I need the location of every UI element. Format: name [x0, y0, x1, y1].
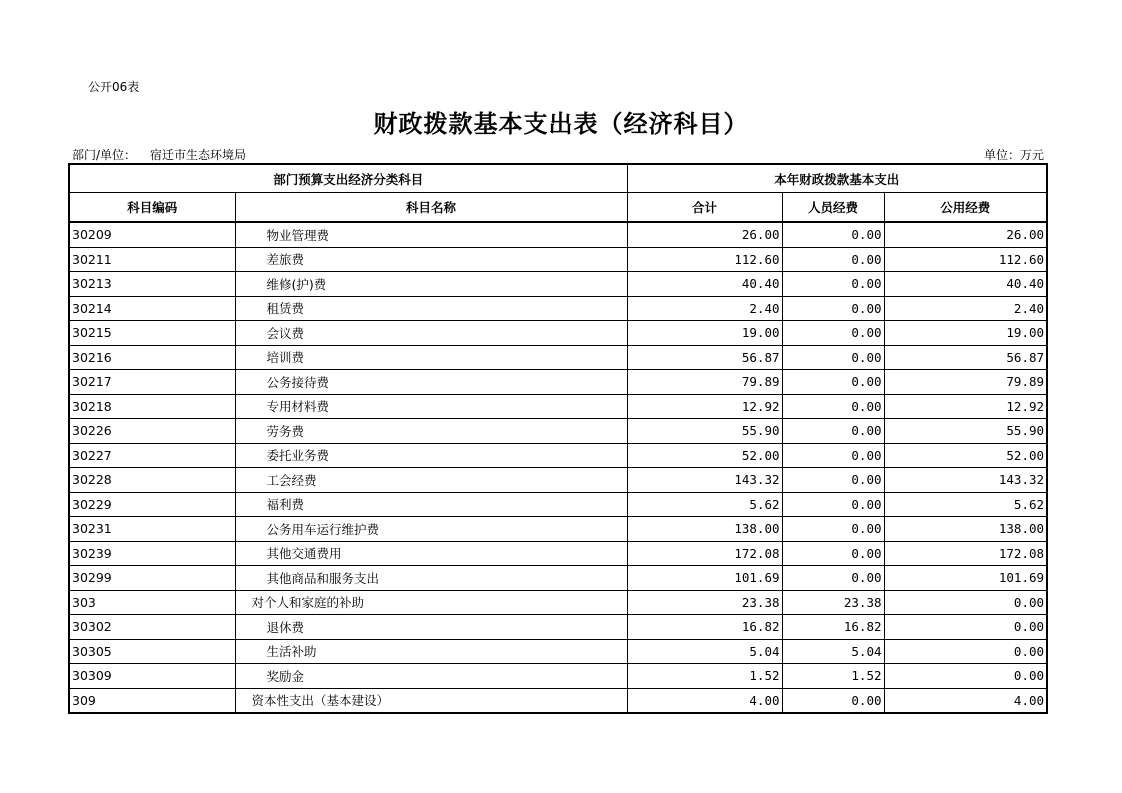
table-row — [69, 615, 1047, 640]
row-name-cell: 退休费 — [235, 615, 627, 640]
row-public-cell: 55.90 — [884, 419, 1047, 444]
row-total-cell: 19.00 — [627, 321, 782, 346]
row-code-cell: 30227 — [69, 443, 235, 468]
row-personnel-cell: 0.00 — [782, 247, 884, 272]
row-personnel-cell: 0.00 — [782, 345, 884, 370]
row-personnel-cell: 0.00 — [782, 541, 884, 566]
row-public-cell: 52.00 — [884, 443, 1047, 468]
table-row — [69, 394, 1047, 419]
row-public-cell: 0.00 — [884, 664, 1047, 689]
table-row — [69, 590, 1047, 615]
row-public-cell: 56.87 — [884, 345, 1047, 370]
table-row — [69, 345, 1047, 370]
row-personnel-cell: 16.82 — [782, 615, 884, 640]
row-personnel-cell: 0.00 — [782, 370, 884, 395]
row-public-cell: 40.40 — [884, 272, 1047, 297]
row-code-cell: 30231 — [69, 517, 235, 542]
row-code-cell: 30211 — [69, 247, 235, 272]
table-row — [69, 639, 1047, 664]
column-header-code: 科目编码 — [69, 193, 235, 223]
row-code-cell: 30215 — [69, 321, 235, 346]
row-personnel-cell: 0.00 — [782, 468, 884, 493]
row-public-cell: 143.32 — [884, 468, 1047, 493]
unit-label: 单位：万元 — [983, 148, 1044, 162]
row-name-cell: 其他商品和服务支出 — [235, 566, 627, 591]
row-personnel-cell: 0.00 — [782, 222, 884, 247]
column-header-public: 公用经费 — [884, 193, 1047, 223]
row-personnel-cell: 0.00 — [782, 394, 884, 419]
row-total-cell: 16.82 — [627, 615, 782, 640]
row-total-cell: 1.52 — [627, 664, 782, 689]
column-header-total: 合计 — [627, 193, 782, 223]
row-name-cell: 资本性支出（基本建设） — [235, 688, 627, 713]
row-total-cell: 4.00 — [627, 688, 782, 713]
row-personnel-cell: 0.00 — [782, 272, 884, 297]
row-code-cell: 30305 — [69, 639, 235, 664]
row-code-cell: 30226 — [69, 419, 235, 444]
table-row — [69, 566, 1047, 591]
department-line — [72, 146, 246, 163]
column-header-row — [69, 193, 1047, 223]
row-personnel-cell: 0.00 — [782, 492, 884, 517]
row-name-cell: 物业管理费 — [235, 222, 627, 247]
row-total-cell: 79.89 — [627, 370, 782, 395]
row-name-cell: 维修(护)费 — [235, 272, 627, 297]
row-total-cell: 5.04 — [627, 639, 782, 664]
row-name-cell: 差旅费 — [235, 247, 627, 272]
row-personnel-cell: 0.00 — [782, 566, 884, 591]
row-public-cell: 172.08 — [884, 541, 1047, 566]
row-personnel-cell: 0.00 — [782, 419, 884, 444]
row-code-cell: 30209 — [69, 222, 235, 247]
row-public-cell: 138.00 — [884, 517, 1047, 542]
row-name-cell: 培训费 — [235, 345, 627, 370]
table-row — [69, 247, 1047, 272]
row-code-cell: 30213 — [69, 272, 235, 297]
row-code-cell: 309 — [69, 688, 235, 713]
group-header-row — [69, 164, 1047, 193]
row-code-cell: 30302 — [69, 615, 235, 640]
row-total-cell: 5.62 — [627, 492, 782, 517]
row-code-cell: 30218 — [69, 394, 235, 419]
row-total-cell: 12.92 — [627, 394, 782, 419]
row-personnel-cell: 1.52 — [782, 664, 884, 689]
row-name-cell: 其他交通费用 — [235, 541, 627, 566]
row-public-cell: 2.40 — [884, 296, 1047, 321]
row-name-cell: 对个人和家庭的补助 — [235, 590, 627, 615]
row-total-cell: 112.60 — [627, 247, 782, 272]
row-total-cell: 138.00 — [627, 517, 782, 542]
row-code-cell: 30299 — [69, 566, 235, 591]
row-name-cell: 公务接待费 — [235, 370, 627, 395]
table-row — [69, 688, 1047, 713]
row-public-cell: 4.00 — [884, 688, 1047, 713]
group-header-classification: 部门预算支出经济分类科目 — [69, 164, 627, 193]
row-public-cell: 5.62 — [884, 492, 1047, 517]
table-row — [69, 492, 1047, 517]
row-name-cell: 生活补助 — [235, 639, 627, 664]
table-row — [69, 664, 1047, 689]
row-personnel-cell: 0.00 — [782, 296, 884, 321]
row-name-cell: 公务用车运行维护费 — [235, 517, 627, 542]
row-total-cell: 143.32 — [627, 468, 782, 493]
column-header-name: 科目名称 — [235, 193, 627, 223]
row-name-cell: 福利费 — [235, 492, 627, 517]
row-code-cell: 30216 — [69, 345, 235, 370]
row-code-cell: 30217 — [69, 370, 235, 395]
department-name: 宿迁市生态环境局 — [150, 148, 247, 162]
row-name-cell: 工会经费 — [235, 468, 627, 493]
row-public-cell: 12.92 — [884, 394, 1047, 419]
row-total-cell: 172.08 — [627, 541, 782, 566]
column-header-personnel: 人员经费 — [782, 193, 884, 223]
row-public-cell: 19.00 — [884, 321, 1047, 346]
row-public-cell: 112.60 — [884, 247, 1047, 272]
row-name-cell: 会议费 — [235, 321, 627, 346]
row-personnel-cell: 0.00 — [782, 688, 884, 713]
row-personnel-cell: 0.00 — [782, 321, 884, 346]
row-public-cell: 0.00 — [884, 590, 1047, 615]
table-row — [69, 370, 1047, 395]
row-name-cell: 委托业务费 — [235, 443, 627, 468]
row-code-cell: 30214 — [69, 296, 235, 321]
row-public-cell: 0.00 — [884, 639, 1047, 664]
row-personnel-cell: 23.38 — [782, 590, 884, 615]
table-row — [69, 517, 1047, 542]
table-body — [69, 222, 1047, 713]
table-row — [69, 443, 1047, 468]
row-personnel-cell: 0.00 — [782, 517, 884, 542]
row-code-cell: 30229 — [69, 492, 235, 517]
row-total-cell: 23.38 — [627, 590, 782, 615]
row-code-cell: 30309 — [69, 664, 235, 689]
row-public-cell: 79.89 — [884, 370, 1047, 395]
row-total-cell: 2.40 — [627, 296, 782, 321]
department-label: 部门/单位： — [72, 148, 137, 162]
page-title: 财政拨款基本支出表（经济科目） — [373, 110, 749, 138]
row-public-cell: 101.69 — [884, 566, 1047, 591]
table-row — [69, 272, 1047, 297]
table-row — [69, 222, 1047, 247]
row-total-cell: 40.40 — [627, 272, 782, 297]
row-code-cell: 30228 — [69, 468, 235, 493]
row-total-cell: 56.87 — [627, 345, 782, 370]
row-personnel-cell: 0.00 — [782, 443, 884, 468]
row-total-cell: 55.90 — [627, 419, 782, 444]
group-header-current-year: 本年财政拨款基本支出 — [627, 164, 1047, 193]
row-code-cell: 303 — [69, 590, 235, 615]
row-public-cell: 26.00 — [884, 222, 1047, 247]
expenditure-table — [68, 163, 1048, 714]
row-name-cell: 劳务费 — [235, 419, 627, 444]
row-name-cell: 奖励金 — [235, 664, 627, 689]
table-row — [69, 321, 1047, 346]
row-code-cell: 30239 — [69, 541, 235, 566]
table-row — [69, 541, 1047, 566]
row-total-cell: 101.69 — [627, 566, 782, 591]
row-total-cell: 52.00 — [627, 443, 782, 468]
table-row — [69, 419, 1047, 444]
table-row — [69, 296, 1047, 321]
row-public-cell: 0.00 — [884, 615, 1047, 640]
row-total-cell: 26.00 — [627, 222, 782, 247]
table-row — [69, 468, 1047, 493]
row-personnel-cell: 5.04 — [782, 639, 884, 664]
form-code: 公开06表 — [88, 80, 140, 94]
row-name-cell: 租赁费 — [235, 296, 627, 321]
row-name-cell: 专用材料费 — [235, 394, 627, 419]
